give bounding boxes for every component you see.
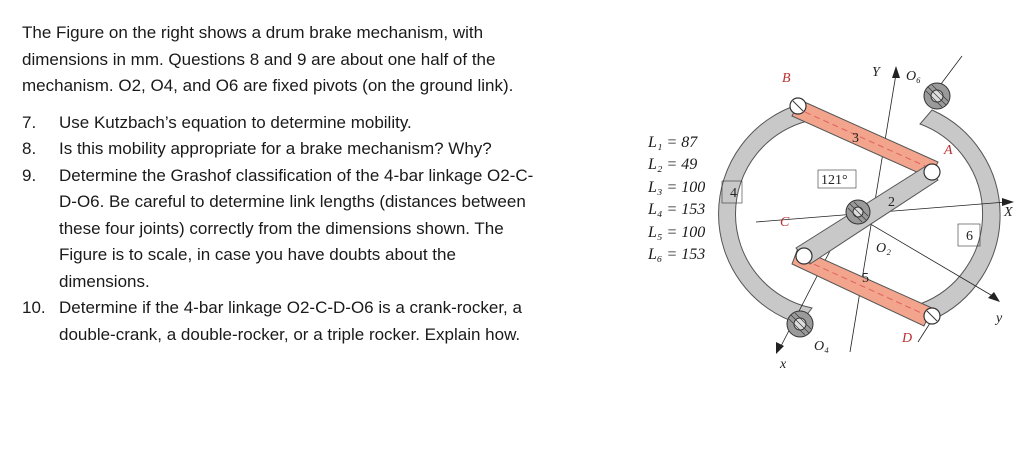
y-axis-arrow-icon — [892, 66, 900, 78]
question-number: 10. — [22, 298, 46, 317]
question-line: these four joints) correctly from the dimensions shown. The — [59, 218, 504, 238]
local-y-axis-arrow-icon — [988, 292, 1000, 302]
question-8 — [22, 136, 622, 163]
question-10 — [22, 295, 622, 348]
question-line: double-crank, a double-rocker, or a triple rocker. Explain how. — [59, 324, 521, 344]
length-L3: L₃ = 100 — [648, 178, 706, 196]
label-x-axis: X — [1004, 205, 1013, 220]
joint-c — [796, 248, 812, 264]
intro-line: dimensions in mm. Questions 8 and 9 are about one half of the — [22, 49, 496, 69]
label-link-3: 3 — [852, 131, 859, 146]
label-d: D — [902, 331, 913, 346]
problem-text — [22, 20, 622, 348]
intro-paragraph — [22, 20, 622, 100]
question-number: 8. — [22, 139, 37, 158]
pivot-o2 — [846, 200, 870, 224]
question-7 — [22, 110, 622, 137]
pivot-o6 — [924, 83, 950, 109]
pivot-o4 — [787, 311, 813, 337]
label-link-2: 2 — [888, 195, 895, 210]
label-o2: O₂ — [876, 241, 891, 256]
label-o4: O₄ — [814, 339, 829, 354]
link-5-centerline — [796, 256, 928, 316]
question-line: D-O6. Be careful to determine link lengths (distances between — [59, 192, 526, 211]
length-L2: L₂ = 49 — [648, 156, 698, 174]
label-link-5: 5 — [862, 271, 869, 286]
question-line: Figure is to scale, in case you have doubts about the — [59, 245, 456, 264]
question-number: 9. — [22, 165, 37, 185]
intro-line: mechanism. O2, O4, and O6 are fixed pivots (on the ground link). — [22, 76, 514, 95]
length-L6: L₆ = 153 — [648, 246, 706, 264]
label-c: C — [780, 215, 790, 230]
question-line: Use Kutzbach’s equation to determine mobility. — [59, 112, 412, 132]
local-x-axis-arrow-icon — [776, 342, 784, 354]
question-line: Determine the Grashof classification of the 4-bar linkage O2-C- — [59, 165, 534, 185]
label-local-y: y — [996, 311, 1003, 326]
link-lengths-list — [648, 132, 705, 266]
label-local-x: x — [780, 357, 787, 372]
label-y-axis: Y — [872, 65, 880, 80]
length-L5: L₅ = 100 — [648, 223, 706, 241]
question-line: Is this mobility appropriate for a brake mechanism? Why? — [59, 139, 492, 158]
left-brake-shoe — [719, 104, 812, 324]
right-brake-shoe — [920, 110, 1000, 320]
label-a: A — [944, 143, 953, 158]
length-L1: L₁ = 87 — [648, 134, 698, 151]
intro-line: The Figure on the right shows a drum brake mechanism, with — [22, 23, 484, 42]
drum-brake-diagram — [700, 52, 1020, 382]
question-number: 7. — [22, 112, 37, 132]
joint-b — [790, 98, 806, 114]
length-L4: L₄ = 153 — [648, 201, 706, 219]
joint-d — [924, 308, 940, 324]
question-line: dimensions. — [59, 271, 150, 291]
label-angle: 121° — [821, 173, 848, 188]
label-o6: O₆ — [906, 69, 921, 84]
joint-a — [924, 164, 940, 180]
question-9 — [22, 163, 622, 296]
label-link-6: 6 — [966, 229, 973, 244]
label-link-4: 4 — [730, 186, 737, 201]
question-line: Determine if the 4-bar linkage O2-C-D-O6 is a crank-rocker, a — [59, 298, 522, 317]
label-b: B — [782, 71, 791, 86]
